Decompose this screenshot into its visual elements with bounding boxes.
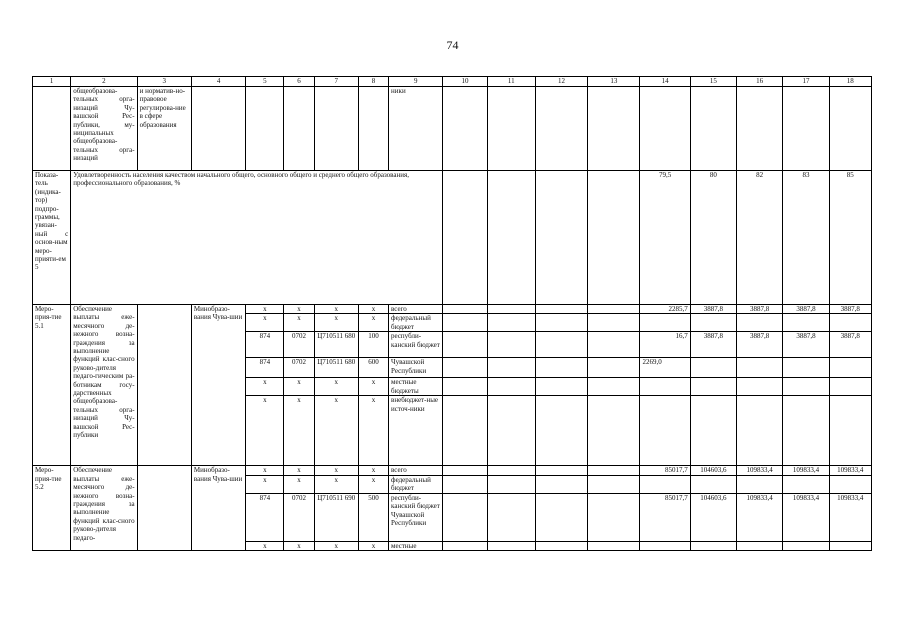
table-cell: Ц710511 680 bbox=[314, 358, 358, 378]
header-cell: 14 bbox=[640, 77, 690, 87]
table-cell: х bbox=[284, 305, 314, 314]
table-cell: 3887,8 bbox=[829, 305, 871, 314]
funding-source: всего bbox=[389, 305, 443, 314]
funding-source: федеральный бюджет bbox=[389, 314, 443, 332]
table-cell: 2269,0 bbox=[640, 358, 690, 378]
funding-source: местные бюджеты bbox=[389, 378, 443, 396]
header-cell: 12 bbox=[535, 77, 587, 87]
indicator-text: Удовлетворенность населения качеством начального общего, основного общего и среднего общего образования, профессионального образования, % bbox=[71, 171, 443, 305]
header-cell: 13 bbox=[588, 77, 640, 87]
table-cell: 100 bbox=[358, 332, 388, 358]
table-cell: 109833,4 bbox=[829, 493, 871, 541]
empty-cell bbox=[33, 87, 71, 171]
header-cell: 9 bbox=[389, 77, 443, 87]
budget-table bbox=[32, 76, 872, 551]
table-cell: х bbox=[246, 305, 284, 314]
header-cell: 10 bbox=[443, 77, 487, 87]
table-cell: 104603,6 bbox=[690, 466, 736, 475]
page-number: 74 bbox=[446, 38, 459, 52]
table-cell: 874 bbox=[246, 332, 284, 358]
measure-description: Обеспечение выплаты еже-месячного де-нежного возна-граждения за выполнение функций клас-сного руково-дителя педаго- bbox=[71, 466, 137, 551]
table-cell: х bbox=[284, 541, 314, 550]
table-cell: х bbox=[246, 378, 284, 396]
table-cell: 0702 bbox=[284, 332, 314, 358]
table-cell: х bbox=[314, 305, 358, 314]
table-cell: х bbox=[246, 475, 284, 493]
table-cell: 500 bbox=[358, 493, 388, 541]
table-cell: 109833,4 bbox=[737, 466, 783, 475]
header-cell: 7 bbox=[314, 77, 358, 87]
header-row bbox=[33, 77, 872, 87]
table-cell: х bbox=[358, 475, 388, 493]
table-cell: 109833,4 bbox=[783, 466, 829, 475]
measure-executor: Минобразо-вания Чува-шии bbox=[191, 305, 245, 466]
table-cell: х bbox=[358, 378, 388, 396]
table-cell: х bbox=[358, 541, 388, 550]
table-cell: 85017,7 bbox=[640, 493, 690, 541]
indicator-label: Показа-тель (индика-тор) подпро-граммы, увязан-ный с основ-ным меро-прияти-ем 5 bbox=[33, 171, 71, 305]
indicator-row bbox=[33, 171, 872, 305]
table-cell: х bbox=[314, 378, 358, 396]
header-cell: 17 bbox=[783, 77, 829, 87]
header-cell: 5 bbox=[246, 77, 284, 87]
funding-source: республи-канский бюджет bbox=[389, 332, 443, 358]
table-cell: х bbox=[314, 314, 358, 332]
empty-cell bbox=[137, 305, 191, 466]
table-cell: х bbox=[284, 378, 314, 396]
header-cell: 11 bbox=[487, 77, 535, 87]
table-cell: х bbox=[246, 541, 284, 550]
table-cell: х bbox=[246, 314, 284, 332]
table-cell: х bbox=[314, 466, 358, 475]
table-cell: 3887,8 bbox=[783, 305, 829, 314]
continuation-col3: и норматив-но-правовое регулирова-ние в сфере образования bbox=[137, 87, 191, 171]
table-row bbox=[33, 305, 872, 314]
table-cell: Ц710511 680 bbox=[314, 332, 358, 358]
indicator-value: 80 bbox=[690, 171, 736, 305]
table-cell: х bbox=[284, 475, 314, 493]
table-cell: 3887,8 bbox=[783, 332, 829, 358]
table-cell: 0702 bbox=[284, 358, 314, 378]
funding-source: республи-канский бюджет Чувашской Республики bbox=[389, 493, 443, 541]
header-cell: 4 bbox=[191, 77, 245, 87]
table-cell: 600 bbox=[358, 358, 388, 378]
header-cell: 8 bbox=[358, 77, 388, 87]
empty-cell bbox=[137, 466, 191, 551]
table-cell: 16,7 bbox=[640, 332, 690, 358]
table-cell: х bbox=[358, 396, 388, 466]
indicator-value: 85 bbox=[829, 171, 871, 305]
table-cell: 3887,8 bbox=[737, 332, 783, 358]
header-cell: 6 bbox=[284, 77, 314, 87]
measure-description: Обеспечение выплаты еже-месячного де-нежного возна-граждения за выполнение функций клас-сного руково-дителя педаго-гическим ра-ботникам госу-дарственных общеобразова-тельных орга-низаций Чу-вашской Рес-публики bbox=[71, 305, 137, 466]
table-cell: 3887,8 bbox=[690, 332, 736, 358]
table-cell: х bbox=[284, 396, 314, 466]
funding-source: федеральный бюджет bbox=[389, 475, 443, 493]
header-cell: 15 bbox=[690, 77, 736, 87]
table-cell: 109833,4 bbox=[737, 493, 783, 541]
table-cell: 0702 bbox=[284, 493, 314, 541]
continuation-col9: ники bbox=[389, 87, 443, 171]
header-cell: 3 bbox=[137, 77, 191, 87]
funding-source: внебюджет-ные источ-ники bbox=[389, 396, 443, 466]
header-cell: 16 bbox=[737, 77, 783, 87]
header-cell: 18 bbox=[829, 77, 871, 87]
continuation-col2: общеобразова-тельных орга-низаций Чу-вашской Рес-публики, му-ниципальных общеобразова-тельных орга-низаций bbox=[71, 87, 137, 171]
table-cell: 874 bbox=[246, 358, 284, 378]
table-row bbox=[33, 466, 872, 475]
table-cell: 3887,8 bbox=[690, 305, 736, 314]
table-cell: х bbox=[358, 314, 388, 332]
header-cell: 2 bbox=[71, 77, 137, 87]
table-cell: х bbox=[358, 305, 388, 314]
table-cell: 3887,8 bbox=[737, 305, 783, 314]
indicator-value: 82 bbox=[737, 171, 783, 305]
indicator-value: 79,5 bbox=[640, 171, 690, 305]
header-cell: 1 bbox=[33, 77, 71, 87]
table-cell: Ц710511 690 bbox=[314, 493, 358, 541]
table-cell: 109833,4 bbox=[829, 466, 871, 475]
indicator-value: 83 bbox=[783, 171, 829, 305]
table-cell: х bbox=[314, 541, 358, 550]
table-cell: х bbox=[284, 314, 314, 332]
table-cell: 85017,7 bbox=[640, 466, 690, 475]
table-cell: 3887,8 bbox=[829, 332, 871, 358]
table-cell: 104603,6 bbox=[690, 493, 736, 541]
table-cell: 2285,7 bbox=[640, 305, 690, 314]
measure-label: Меро-прия-тие 5.2 bbox=[33, 466, 71, 551]
table-cell: х bbox=[246, 396, 284, 466]
funding-source: Чувашской Республики bbox=[389, 358, 443, 378]
continuation-row bbox=[33, 87, 872, 171]
measure-executor: Минобразо-вания Чува-шии bbox=[191, 466, 245, 551]
funding-source: всего bbox=[389, 466, 443, 475]
table-cell: х bbox=[358, 466, 388, 475]
table-cell: х bbox=[246, 466, 284, 475]
funding-source: местные bbox=[389, 541, 443, 550]
table-cell: х bbox=[314, 475, 358, 493]
table-cell: х bbox=[284, 466, 314, 475]
table-cell: 109833,4 bbox=[783, 493, 829, 541]
measure-label: Меро-прия-тие 5.1 bbox=[33, 305, 71, 466]
table-cell: 874 bbox=[246, 493, 284, 541]
table-cell: х bbox=[314, 396, 358, 466]
